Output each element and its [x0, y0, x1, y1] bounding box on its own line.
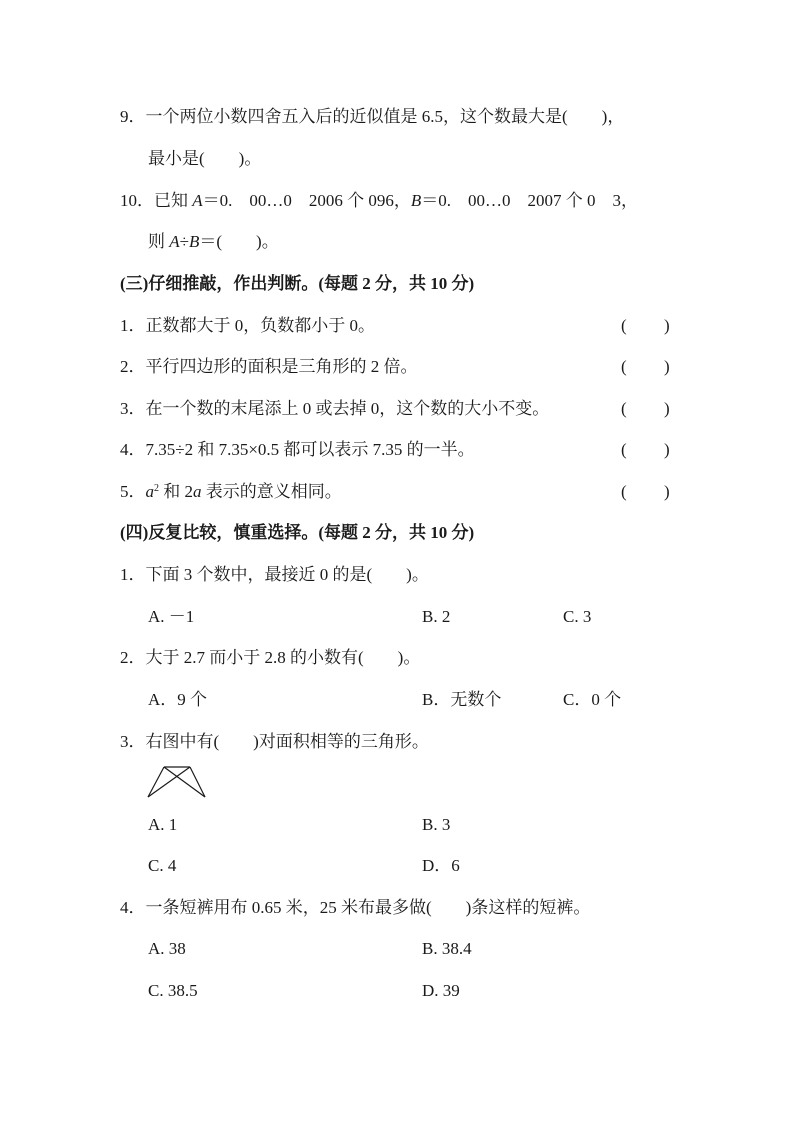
trapezoid-triangles-figure: [146, 763, 210, 803]
question-number: 9．: [120, 107, 146, 126]
answer-paren-open: (: [621, 316, 627, 335]
variable-b: B: [410, 191, 422, 210]
option-c: C. 4: [148, 856, 177, 875]
section-3-title: (三)仔细推敲，作出判断。(每题 2 分，共 10 分): [120, 274, 475, 293]
option-b: B．无数个: [422, 690, 502, 709]
option-b: B. 38.4: [422, 939, 472, 958]
option-d: D．6: [422, 856, 460, 875]
question-9: [120, 106, 624, 128]
choice-question-4: 4．一条短裤用布 0.65 米，25 米布最多做( )条这样的短裤。: [120, 898, 591, 917]
answer-paren-close: ): [664, 482, 670, 501]
option-c: C．0 个: [563, 690, 622, 709]
question-9-line2: 最小是( )。: [148, 149, 262, 168]
answer-paren-close: ): [664, 357, 670, 376]
option-a: A. 38: [148, 939, 186, 958]
judge-item-1: 1．正数都大于 0，负数都小于 0。: [120, 316, 375, 335]
option-b: B. 3: [422, 815, 451, 834]
option-c: C. 38.5: [148, 981, 198, 1000]
option-b: B. 2: [422, 607, 451, 626]
question-text: 一个两位小数四舍五入后的近似值是 6.5，这个数最大是( )，: [145, 107, 625, 126]
judge-item-3: 3．在一个数的末尾添上 0 或去掉 0，这个数的大小不变。: [120, 399, 550, 418]
answer-paren-open: (: [621, 357, 627, 376]
option-d: D. 39: [422, 981, 460, 1000]
judge-item-5: 5．$a^2$ 和 2a 表示的意义相同。: [120, 482, 342, 501]
question-10: 10．已知 A＝0. 00…0 2006 个 096，B＝0. 00…0 2007 个 0 3，: [120, 191, 639, 210]
option-a: A. －1: [148, 607, 195, 626]
answer-paren-open: (: [621, 482, 627, 501]
judge-item-2: 2．平行四边形的面积是三角形的 2 倍。: [120, 357, 418, 376]
answer-paren-close: ): [664, 399, 670, 418]
option-a: A. 1: [148, 815, 178, 834]
section-4-title: (四)反复比较，慎重选择。(每题 2 分，共 10 分): [120, 523, 475, 542]
answer-paren-close: ): [664, 316, 670, 335]
choice-question-1: 1．下面 3 个数中，最接近 0 的是( )。: [120, 565, 429, 584]
question-number: 10．: [120, 191, 154, 210]
question-10-line2: 则 A÷B＝( )。: [148, 232, 279, 251]
option-c: C. 3: [563, 607, 592, 626]
choice-question-2: 2．大于 2.7 而小于 2.8 的小数有( )。: [120, 648, 421, 667]
option-a: A．9 个: [148, 690, 208, 709]
answer-paren-open: (: [621, 440, 627, 459]
judge-item-4: 4．7.35÷2 和 7.35×0.5 都可以表示 7.35 的一半。: [120, 440, 475, 459]
answer-paren-open: (: [621, 399, 627, 418]
answer-paren-close: ): [664, 440, 670, 459]
choice-question-3: 3．右图中有( )对面积相等的三角形。: [120, 732, 429, 751]
variable-a: A: [192, 191, 203, 210]
